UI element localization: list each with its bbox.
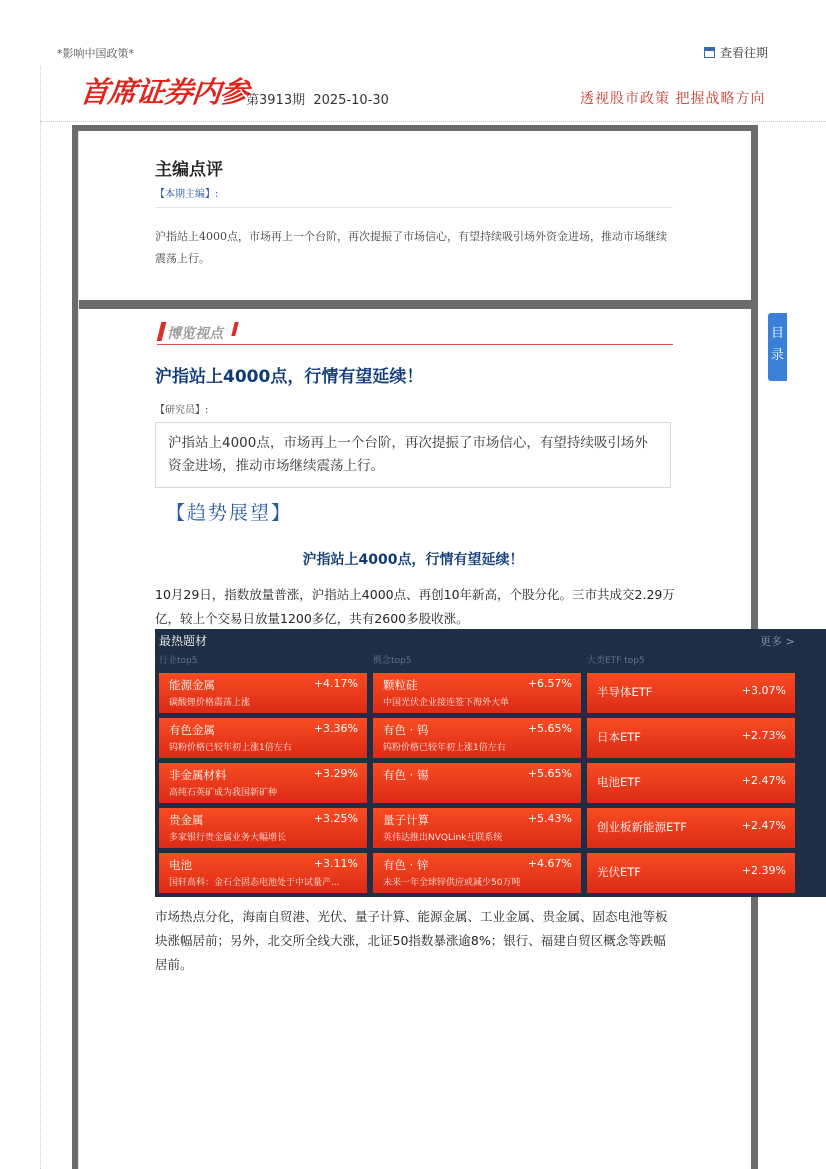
column-label: 行业top5 [159,656,198,666]
card-change: +3.07% [741,684,786,697]
card-name: 光伏ETF [597,865,641,879]
industry-card[interactable] [159,718,367,758]
card-desc: 中国光伏企业接连签下海外大单 [383,698,510,708]
concept-card[interactable] [373,718,581,758]
card-change: +3.36% [313,722,358,735]
card-change: +2.39% [741,864,786,877]
column-label: 大类ETF top5 [587,656,645,666]
section-header-text: 博览视点 [167,326,223,342]
card-change: +5.65% [527,722,572,735]
card-change: +3.29% [313,767,358,780]
issue-date: 2025-10-30 [313,93,389,108]
concept-card[interactable] [373,763,581,803]
card-change: +5.65% [527,767,572,780]
card-name: 有色 · 钨 [383,723,429,737]
card-change: +3.11% [313,857,358,870]
archive-link[interactable] [704,44,768,61]
card-name: 颗粒硅 [383,678,418,692]
frame-border [72,300,758,309]
editor-comment: 沪指站上4000点，市场再上一个台阶，再次提振了市场信心，有望持续吸引场外资金进场，推动市场继续震荡上行。 [155,230,667,265]
calendar-icon [704,47,715,58]
card-name: 半导体ETF [597,685,653,699]
card-name: 有色 · 锌 [383,858,429,872]
card-name: 能源金属 [169,678,215,692]
toc-tab[interactable] [768,313,787,381]
more-link[interactable]: 更多 > [760,635,795,648]
card-name: 量子计算 [383,813,429,827]
card-change: +2.47% [741,774,786,787]
card-name: 非金属材料 [169,768,227,782]
concept-card[interactable] [373,808,581,848]
etf-card[interactable] [587,763,795,803]
card-desc: 国轩高科：金石全固态电池处于中试量产... [169,878,340,888]
card-change: +2.47% [741,819,786,832]
divider [155,207,673,208]
frame-border [72,125,758,131]
industry-card[interactable] [159,673,367,713]
card-change: +5.43% [527,812,572,825]
card-name: 贵金属 [169,813,204,827]
archive-label: 查看往期 [720,46,769,60]
card-change: +3.25% [313,812,358,825]
card-name: 日本ETF [597,730,641,744]
researcher-label: 【研究员】: [155,405,209,416]
card-desc: 多家银行贵金属业务大幅增长 [169,833,287,843]
card-name: 电池ETF [597,775,641,789]
toc-label: 录 [770,348,784,363]
card-desc: 钨粉价格已较年初上涨1倍左右 [169,743,292,753]
concept-card[interactable] [373,853,581,893]
concept-card[interactable] [373,673,581,713]
slogan: 透视股市政策 把握战略方向 [580,91,766,107]
etf-card[interactable] [587,808,795,848]
card-name: 创业板新能源ETF [597,820,687,834]
hot-topics-panel [155,629,826,897]
card-desc: 英伟达推出NVQLink互联系统 [383,833,503,843]
editor-title: 主编点评 [155,160,223,180]
logo [80,76,248,108]
card-change: +6.57% [527,677,572,690]
card-name: 电池 [169,858,192,872]
etf-card[interactable] [587,673,795,713]
card-desc: 未来一年全球锌供应或减少50万吨 [383,878,521,888]
card-name: 有色 · 锡 [383,768,429,782]
card-desc: 钨粉价格已较年初上涨1倍左右 [383,743,506,753]
toc-label: 目 [770,326,784,341]
industry-card[interactable] [159,808,367,848]
etf-card[interactable] [587,718,795,758]
card-change: +4.67% [527,857,572,870]
issue-number: 第3913期 [246,93,306,108]
divider [40,121,826,122]
frame-border [78,131,79,1169]
paragraph: 市场热点分化，海南自贸港、光伏、量子计算、能源金属、工业金属、贵金属、固态电池等板块涨幅居前；另外，北交所全线大涨，北证50指数暴涨逾8%；银行、福建自贸区概念等跌幅居前。 [155,909,668,972]
article-title: 沪指站上4000点，行情有望延续！ [155,367,424,387]
card-change: +4.17% [313,677,358,690]
etf-card[interactable] [587,853,795,893]
industry-card[interactable] [159,853,367,893]
card-change: +2.73% [741,729,786,742]
editor-label: 【本期主编】: [155,189,219,200]
sub-title: 沪指站上4000点，行情有望延续！ [302,552,524,568]
divider [40,66,41,1169]
summary-box: 沪指站上4000点，市场再上一个台阶，再次提振了市场信心，有望持续吸引场外资金进场，推动市场继续震荡上行。 [155,422,671,488]
industry-card[interactable] [159,763,367,803]
card-desc: 碳酸锂价格震荡上涨 [169,698,251,708]
card-name: 有色金属 [169,723,215,737]
card-desc: 高纯石英矿成为我国新矿种 [169,788,278,798]
column-label: 概念top5 [373,656,412,666]
panel-title: 最热题材 [159,634,208,648]
trend-heading: 【趋势展望】 [166,502,293,524]
logo-text: 首席证券内参 [78,75,250,109]
paragraph: 10月29日，指数放量普涨，沪指站上4000点、再创10年新高，个股分化。三市共成交2.29万亿，较上个交易日放量1200多亿，共有2600多股收涨。 [155,587,675,626]
issue-info [246,89,389,108]
top-label: *影响中国政策* [57,47,134,60]
